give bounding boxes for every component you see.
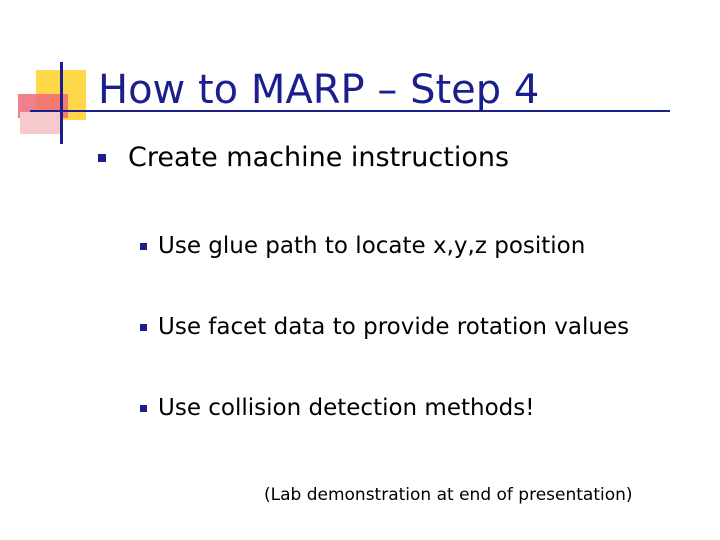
bullet-item — [98, 140, 698, 176]
sub-bullet-text: Use facet data to provide rotation values — [158, 314, 630, 340]
sub-bullet-item — [140, 392, 700, 424]
slide-title: How to MARP – Step 4 — [98, 67, 540, 113]
footnote: (Lab demonstration at end of presentation) — [264, 485, 633, 505]
bullet-text: Create machine instructions — [128, 142, 510, 173]
sub-bullet-item — [140, 311, 700, 343]
corner-decoration-pink — [20, 112, 62, 134]
square-bullet-icon — [140, 405, 147, 412]
square-bullet-icon — [140, 324, 147, 331]
sub-bullet-text: Use collision detection methods! — [158, 395, 535, 421]
corner-decoration-vertical-line — [60, 62, 63, 144]
sub-bullet-item — [140, 230, 700, 262]
sub-bullet-text: Use glue path to locate x,y,z position — [158, 233, 586, 259]
square-bullet-icon — [140, 243, 147, 250]
square-bullet-icon — [98, 154, 106, 162]
